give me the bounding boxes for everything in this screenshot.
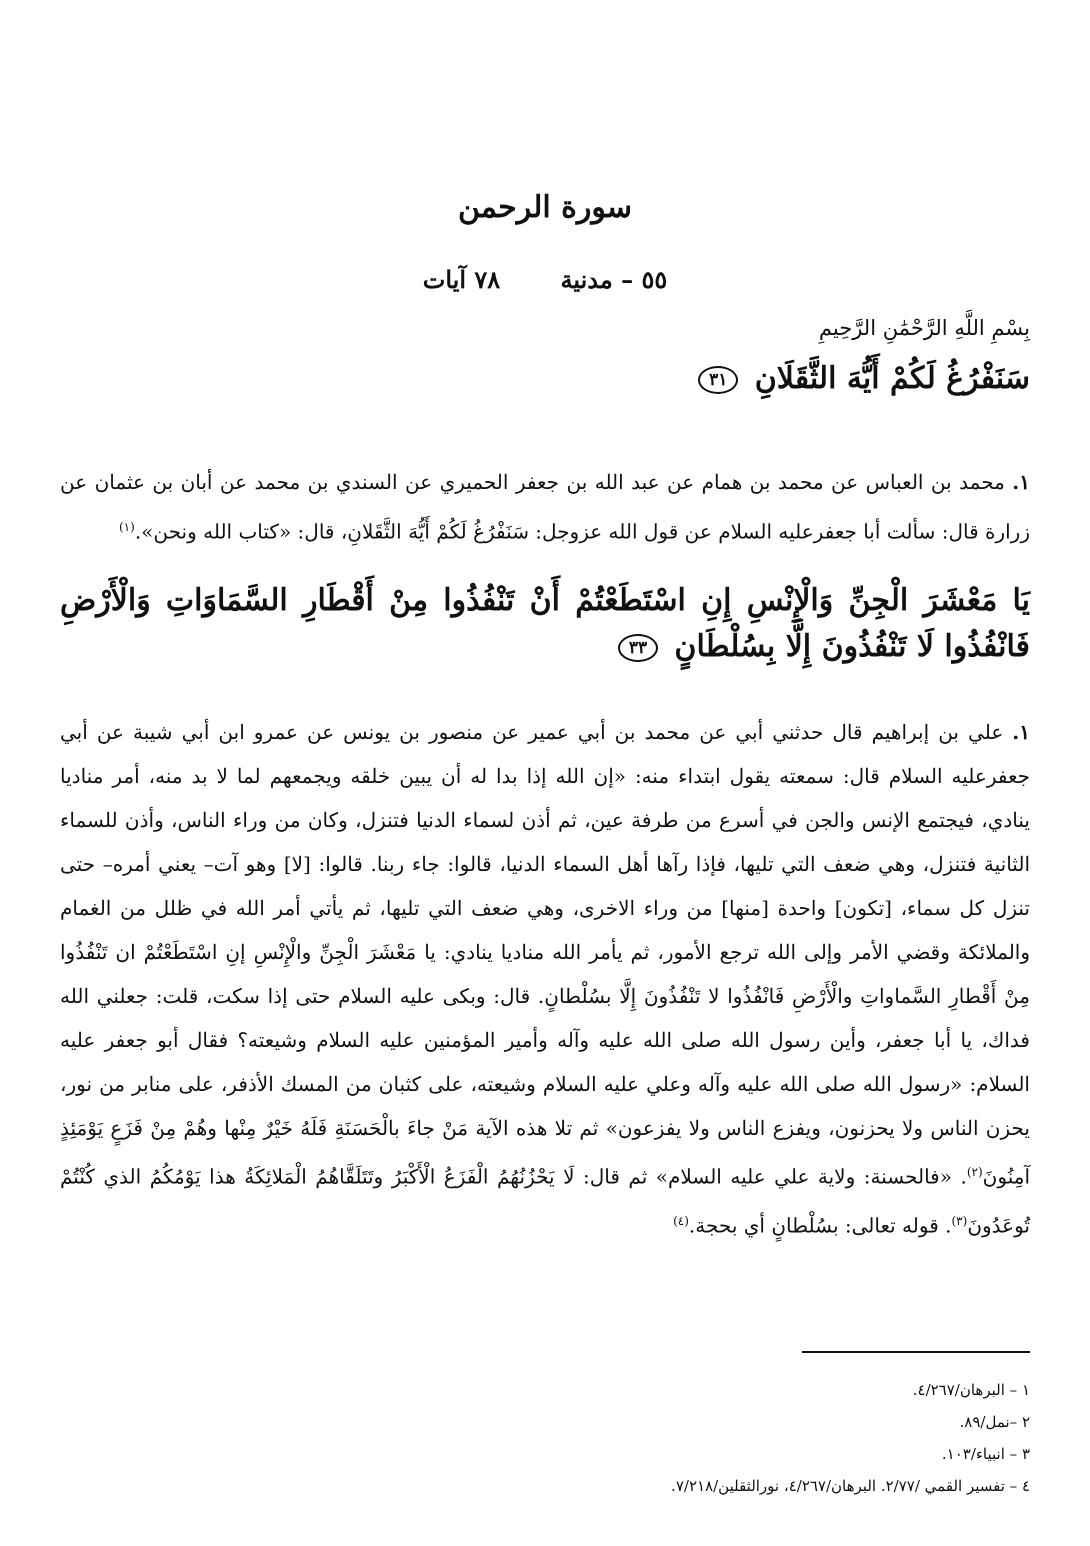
ayah-number-marker: ٣١ <box>698 366 738 394</box>
hadith-text-continued: . «فالحسنة: ولاية علي عليه السلام» ثم قال: لَا يَحْزُنُهُمُ الْفَزَعُ الْأَكْبَرُ وتَتَلَقَّاهُمُ الْمَلائِكَةُ هذا يَوْمُكُمُ الذي كُنْتُمْ تُوعَدُونَ <box>60 1164 1030 1238</box>
footnote-item: ١ – البرهان/٤/٢٦٧. <box>912 1381 1030 1399</box>
hadith-text: محمد بن العباس عن محمد بن همام عن عبد الله بن جعفر الحميري عن السندي بن محمد عن أبان بن عثمان عن زرارة قال: سألت أبا جعفرعليه السلام عن قول الله عزوجل: سَنَفْرُغُ لَكُمْ أَيُّهَ الثَّقَلانِ، قال: «كتاب الله ونحن». <box>60 470 1030 544</box>
footnote-divider <box>802 1351 1030 1353</box>
footnote-ref: (٣) <box>951 1213 968 1228</box>
surah-number: ٥٥ – مدنية <box>560 265 668 294</box>
footnote-item: ٣ – انبياء/١٠٣. <box>941 1445 1030 1463</box>
basmala: بِسْمِ اللَّهِ الرَّحْمَٰنِ الرَّحِيمِ <box>818 316 1030 340</box>
commentary-paragraph-33 <box>60 710 1030 1247</box>
surah-info <box>0 265 1090 294</box>
surah-verses-count: ٧٨ آيات <box>422 265 501 294</box>
hadith-number: ١. <box>1012 720 1031 744</box>
footnote-item: ٢ –نمل/٨٩. <box>959 1413 1030 1431</box>
footnotes-list <box>60 1374 1030 1502</box>
hadith-text-end: . قوله تعالى: بسُلْطانٍ أي بحجة. <box>688 1213 952 1238</box>
footnote-item: ٤ – تفسير القمي /٢/٧٧. البرهان/٤/٢٦٧، نورالثقلين/٧/٢١٨. <box>671 1477 1030 1495</box>
footnote-ref: (٢) <box>966 1165 983 1179</box>
ayah-number-marker: ٣٣ <box>618 634 658 662</box>
footnote-ref: (٤) <box>673 1213 689 1228</box>
commentary-paragraph-31 <box>60 460 1030 555</box>
quran-verse-33 <box>60 578 1030 670</box>
hadith-number: ١. <box>1012 470 1031 494</box>
surah-title: سورة الرحمن <box>457 190 633 225</box>
verse-text: سَنَفْرُغُ لَكُمْ أَيُّهَ الثَّقَلَانِ <box>754 361 1030 396</box>
quran-verse-31 <box>60 356 1030 402</box>
verse-text: يَا مَعْشَرَ الْجِنِّ وَالْإِنْسِ إِنِ اسْتَطَعْتُمْ أَنْ تَنْفُذُوا مِنْ أَقْطَارِ السَّمَاوَاتِ وَالْأَرْضِ فَانْفُذُوا لَا تَنْفُذُونَ إِلَّا بِسُلْطَانٍ <box>60 583 1030 664</box>
hadith-text: علي بن إبراهيم قال حدثني أبي عن محمد بن أبي عمير عن منصور بن يونس عن عمرو ابن أبي شيبة عن أبي جعفرعليه السلام قال: سمعته يقول ابتداء منه: «إن الله إذا بدا له أن يبين خلقه ويجمعهم لما لا بد منه، أمر مناديا ينادي، فيجتمع الإنس والجن في أسرع من طرفة عين، ثم أذن لسماء الدنيا فتنزل، وكان من وراء الناس، وأذن للسماء الثانية فتنزل، وهي ضعف التي تليها، فإذا رآها أهل السماء الدنيا، قالوا: جاء ربنا. قالوا: [لا] وهو آت– يعني أمره– حتى تنزل كل سماء، [تكون] واحدة [منها] من وراء الاخرى، وهي ضعف التي تليها، ثم يأتي أمر الله في ظلل من الغمام والملائكة وقضي الأمر وإلى الله ترجع الأمور، ثم يأمر الله مناديا ينادي: يا مَعْشَرَ الْجِنِّ والْإِنْسِ إنِ اسْتَطَعْتُمْ ان تَنْفُذُوا مِنْ أَقْطارِ السَّماواتِ والْأَرْضِ فَانْفُذُوا لا تَنْفُذُونَ إِلَّا بسُلْطانٍ. قال: وبكى عليه السلام حتى إذا سكت، قلت: جعلني الله فداك، يا أبا جعفر، وأين رسول الله صلى الله عليه وآله وأمير المؤمنين عليه السلام وشيعته؟ فقال أبو جعفر عليه السلام: «رسول الله صلى الله عليه وآله وعلي عليه السلام وشيعته، على كثبان من المسك الأذفر، على منابر من نور، يحزن الناس ولا يحزنون، ويفزع الناس ولا يفزعون» ثم تلا هذه الآية مَنْ جاءَ بالْحَسَنَةِ فَلَهُ خَيْرٌ مِنْها وهُمْ مِنْ فَزَعٍ يَوْمَئِذٍ آمِنُونَ <box>60 720 1031 1189</box>
footnote-ref: (١) <box>118 520 135 534</box>
